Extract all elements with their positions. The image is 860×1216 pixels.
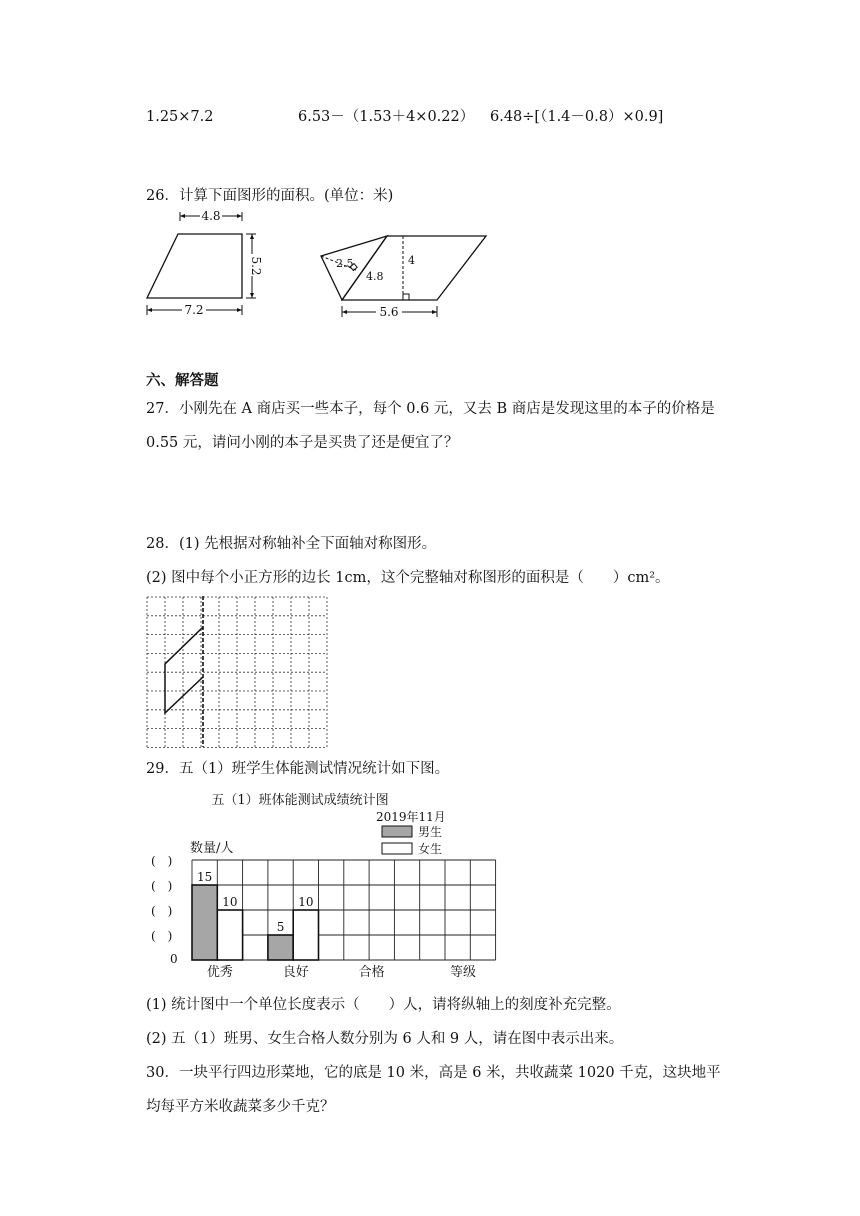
x-axis-label: 等级	[450, 965, 477, 980]
chart-title: 五（1）班体能测试成绩统计图	[211, 793, 389, 808]
bar-value-label: 10	[222, 895, 238, 909]
expr-1: 1.25×7.2	[146, 109, 214, 125]
expr-2: 6.53－（1.53＋4×0.22）	[298, 109, 475, 125]
bar-boys	[268, 935, 293, 960]
bar-boys	[192, 885, 217, 960]
trap-height-label: 5.2	[249, 256, 263, 276]
y-tick-label: ( )	[151, 929, 173, 943]
q28-line1: 28．(1) 先根据对称轴补全下面轴对称图形。	[146, 536, 437, 552]
q30-line2: 均每平方米收蔬菜多少千克？	[146, 1099, 335, 1115]
symmetry-grid	[146, 596, 328, 748]
x-tick-label: 良好	[282, 965, 309, 980]
q29-sub2: (2) 五（1）班男、女生合格人数分别为 6 人和 9 人，请在图中表示出来。	[146, 1031, 624, 1047]
tri-height-label: 4.8	[366, 270, 384, 283]
legend-label-boys: 男生	[418, 825, 443, 839]
bar-girls	[293, 910, 318, 960]
legend-swatch-girls	[382, 843, 412, 854]
origin-label: 0	[170, 952, 178, 966]
para-base-label: 5.6	[379, 305, 399, 319]
bar-girls	[217, 910, 242, 960]
y-tick-label: ( )	[151, 904, 173, 918]
q27-line1: 27．小刚先在 A 商店买一些本子，每个 0.6 元，又去 B 商店是发现这里的本子的价格是	[146, 401, 715, 417]
section-title: 六、解答题	[146, 372, 219, 389]
bar-value-label: 10	[298, 895, 314, 909]
legend-swatch-boys	[382, 826, 412, 837]
q28-line2: (2) 图中每个小正方形的边长 1cm，这个完整轴对称图形的面积是（ ）cm²。	[146, 570, 670, 586]
trap-bottom-label: 7.2	[184, 303, 204, 317]
q30-line1: 30．一块平行四边形菜地，它的底是 10 米，高是 6 米，共收蔬菜 1020 千克，这块地平	[146, 1065, 721, 1081]
composite-figure	[318, 232, 488, 332]
legend-label-girls: 女生	[418, 842, 443, 856]
y-axis-label: 数量/人	[190, 841, 234, 856]
x-tick-label: 合格	[358, 965, 385, 980]
trap-top-label: 4.8	[201, 209, 221, 223]
bar-chart	[146, 790, 486, 980]
bar-value-label: 5	[276, 920, 285, 934]
y-tick-label: ( )	[151, 854, 173, 868]
bar-value-label: 15	[197, 870, 213, 884]
q29-sub1: (1) 统计图中一个单位长度表示（ ）人，请将纵轴上的刻度补充完整。	[146, 997, 621, 1013]
trapezoid-figure	[140, 209, 270, 322]
q27-line2: 0.55 元，请问小刚的本子是买贵了还是便宜了？	[146, 435, 459, 451]
q29-intro: 29．五（1）班学生体能测试情况统计如下图。	[146, 761, 450, 777]
chart-date: 2019年11月	[376, 810, 446, 824]
para-height-label: 4	[408, 254, 415, 267]
q26-text: 26．计算下面图形的面积。(单位：米)	[146, 188, 394, 204]
tri-base-label: 2.5	[336, 257, 354, 270]
y-tick-label: ( )	[151, 879, 173, 893]
expr-3: 6.48÷[（1.4－0.8）×0.9]	[490, 109, 664, 125]
x-tick-label: 优秀	[206, 965, 233, 980]
